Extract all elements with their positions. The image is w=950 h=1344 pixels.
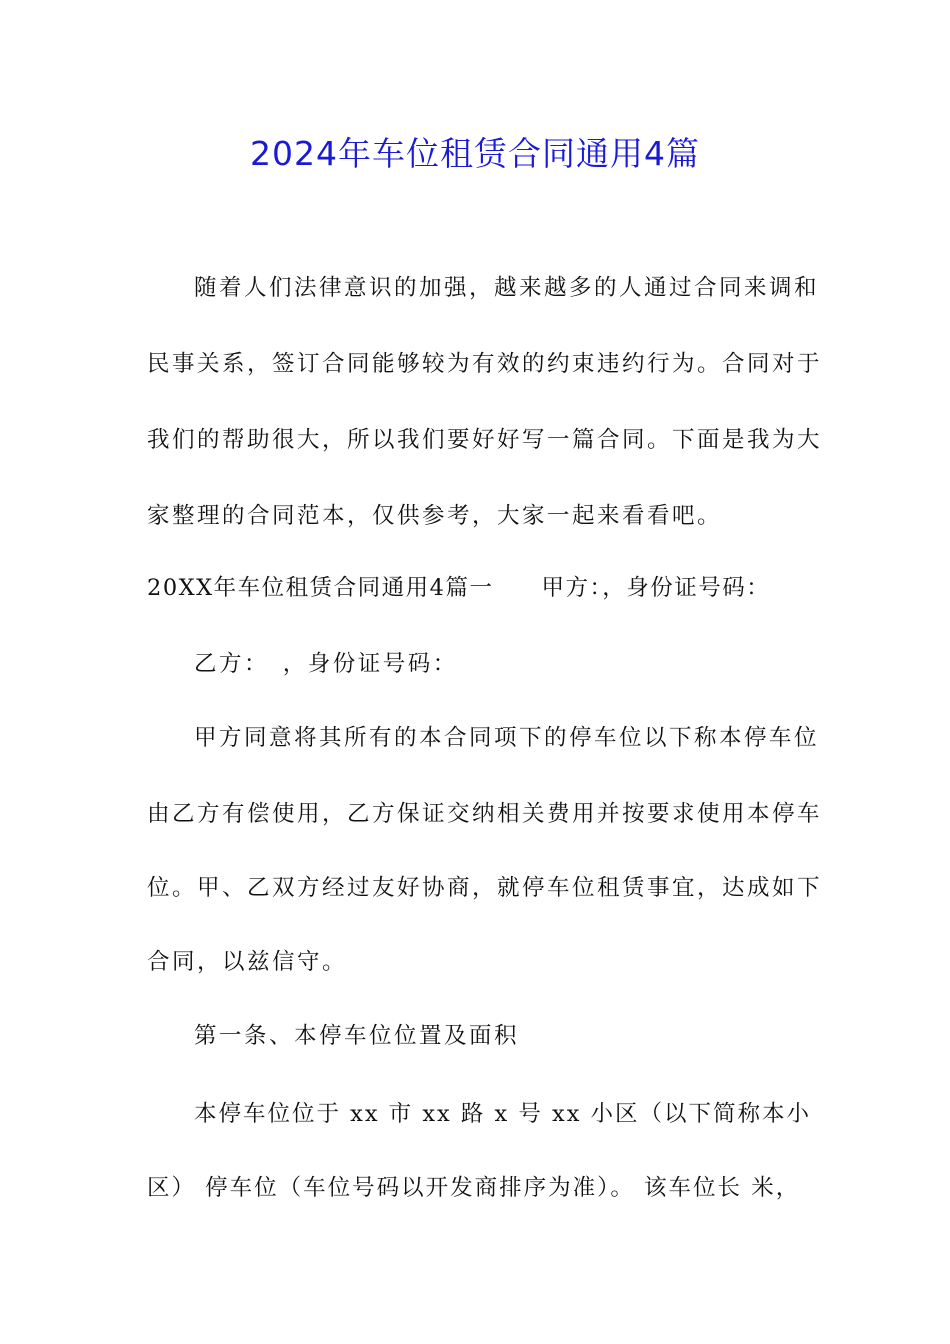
text-line: 随着人们法律意识的加强，越来越多的人通过合同来调和 xyxy=(194,275,820,301)
document-title: 2024年车位租赁合同通用4篇 xyxy=(250,134,700,173)
text-line: 由乙方有偿使用，乙方保证交纳相关费用并按要求使用本停车 xyxy=(147,801,823,827)
section-heading-line: 20XX年车位租赁合同通用4篇一 甲方：，身份证号码： xyxy=(147,575,771,601)
text-line: 区） 停车位（车位号码以开发商排序为准）。 该车位长 米， xyxy=(147,1175,801,1201)
article-heading: 第一条、本停车位位置及面积 xyxy=(194,1023,520,1049)
text-line: 甲方同意将其所有的本合同项下的停车位以下称本停车位 xyxy=(194,725,820,751)
text-line: 家整理的合同范本，仅供参考，大家一起来看看吧。 xyxy=(147,503,723,529)
text-line: 本停车位位于 xx 市 xx 路 x 号 xx 小区（以下简称本小 xyxy=(194,1101,812,1127)
text-line: 位。甲、乙双方经过友好协商，就停车位租赁事宜，达成如下 xyxy=(147,875,823,901)
text-line: 我们的帮助很大，所以我们要好好写一篇合同。下面是我为大 xyxy=(147,427,823,453)
text-line: 合同，以兹信守。 xyxy=(147,949,348,975)
text-line: 民事关系，签订合同能够较为有效的约束违约行为。合同对于 xyxy=(147,351,823,377)
text-line: 乙方： ，身份证号码： xyxy=(194,651,458,677)
